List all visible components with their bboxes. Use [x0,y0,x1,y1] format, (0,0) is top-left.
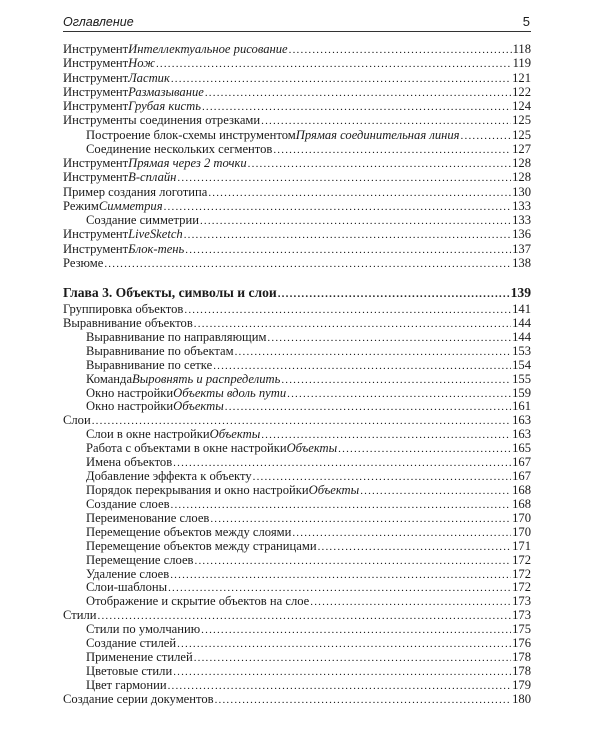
entry-title-italic: Объекты вдоль пути [173,385,287,400]
entry-page-number: 161 [512,399,531,414]
toc-entry [63,256,531,270]
dot-leader [184,304,511,318]
dot-leader [195,555,512,569]
entry-page-number: 141 [512,302,531,316]
dot-leader [225,401,511,415]
toc-entry [63,568,531,582]
entry-page-number: 130 [512,184,531,199]
entry-page-number: 153 [512,343,531,358]
page-header [63,14,531,32]
entry-page-number: 139 [510,285,531,300]
entry-title: Применение стилей [86,650,193,665]
entry-title-italic: Грубая кисть [128,99,201,114]
toc-entry [63,526,531,540]
toc-entry [63,512,531,526]
entry-title: Выравнивание по направляющим [86,329,267,344]
toc-entry [63,42,531,56]
toc-entry [63,185,531,199]
toc-entry [63,170,531,184]
toc-entry [63,414,531,428]
toc-entry [63,581,531,595]
entry-title: Перемещение объектов между страницами [86,538,317,553]
entry-page-number: 133 [512,213,531,228]
entry-title: Инструмент [63,170,129,185]
toc-entry [63,56,531,70]
entry-title: Выравнивание объектов [63,315,193,330]
entry-title-italic: Нож [128,56,155,71]
dot-leader [267,332,511,346]
page-number: 5 [522,14,530,29]
entry-title: Цветовые стили [86,663,173,678]
entry-title-italic: B-сплайн [128,170,177,185]
entry-title-italic: Объекты [286,441,338,456]
dot-leader [202,100,511,114]
dot-leader [170,569,511,583]
toc-entry [63,317,531,331]
dot-leader [261,114,511,128]
toc-entry [63,303,531,317]
entry-title: Создание слоев [86,496,170,511]
entry-title: Режим [63,198,99,213]
entry-page-number: 128 [512,156,531,171]
entry-title: Стили [63,608,97,623]
entry-title: Слои [63,413,91,428]
entry-page-number: 127 [512,141,531,156]
entry-title: Работа с объектами в окне настройки [86,441,287,456]
entry-title-italic: Симметрия [98,198,163,213]
entry-title-italic: LiveSketch [128,227,183,242]
entry-title: Перемещение слоев [86,552,194,567]
toc-entry [63,484,531,498]
entry-page-number: 170 [512,524,531,539]
entry-page-number: 180 [512,691,531,706]
entry-title-italic: Блок-тень [128,241,185,256]
dot-leader [194,652,511,666]
entry-page-number: 167 [512,469,531,484]
entry-title: Выравнивание по объектам [86,343,234,358]
dot-leader [281,374,511,388]
dot-leader [338,443,511,457]
entry-title: Инструмент [63,84,129,99]
entry-page-number: 167 [512,455,531,470]
entry-title-italic: Объекты [209,427,261,442]
entry-title: Инструмент [63,156,129,171]
entry-title: Удаление слоев [86,566,170,581]
entry-page-number: 122 [512,84,531,99]
entry-title-italic: Прямая через 2 точки [128,156,247,171]
toc-entry [63,373,531,387]
entry-title-italic: Ластик [128,70,170,85]
toc-section-chapter-2-end [63,42,531,270]
toc-entry [63,99,531,113]
entry-page-number: 124 [512,99,531,114]
dot-leader [173,666,511,680]
toc-entry [63,85,531,99]
entry-title: Слои-шаблоны [86,580,168,595]
dot-leader [273,143,511,157]
toc-entry [63,623,531,637]
entry-page-number: 171 [512,538,531,553]
toc-entry [63,242,531,256]
entry-page-number: 138 [512,255,531,270]
toc-entry [63,156,531,170]
dot-leader [200,214,511,228]
entry-title: Инструмент [63,227,129,242]
toc-entry [63,113,531,127]
dot-leader [205,86,511,100]
dot-leader [171,72,511,86]
toc-entry [63,400,531,414]
toc-chapter-heading [63,283,531,303]
entry-page-number: 170 [512,510,531,525]
entry-title: Инструмент [63,70,129,85]
entry-title: Резюме [63,255,104,270]
entry-page-number: 179 [512,677,531,692]
toc-entry [63,637,531,651]
entry-title: Команда [86,371,133,386]
toc-entry [63,554,531,568]
toc-entry [63,71,531,85]
entry-title: Переименование слоев [86,510,210,525]
entry-title: Добавление эффекта к объекту [86,469,252,484]
entry-title-italic: Объекты [308,482,360,497]
entry-page-number: 136 [512,227,531,242]
toc-entry [63,665,531,679]
running-title: Оглавление [63,15,134,29]
entry-page-number: 172 [512,566,531,581]
dot-leader [289,43,512,57]
toc-entry [63,693,531,707]
toc-entry [63,199,531,213]
entry-title: Слои в окне настройки [86,427,210,442]
entry-title: Построение блок-схемы инструментом [86,127,296,142]
toc-entry [63,498,531,512]
entry-page-number: 137 [512,241,531,256]
dot-leader [208,186,511,200]
toc-entry [63,651,531,665]
entry-title: Инструменты соединения отрезками [63,113,261,128]
entry-title-italic: Объекты [173,399,224,414]
entry-title: Стили по умолчанию [86,622,201,637]
entry-page-number: 155 [512,371,531,386]
dot-leader [318,541,512,555]
entry-page-number: 125 [512,127,531,142]
entry-page-number: 178 [512,663,531,678]
entry-page-number: 125 [512,113,531,128]
entry-page-number: 133 [512,198,531,213]
dot-leader [461,129,512,143]
entry-page-number: 168 [512,482,531,497]
entry-page-number: 118 [512,42,531,56]
entry-title: Цвет гармонии [86,677,167,692]
toc-entry [63,331,531,345]
dot-leader [215,694,512,708]
toc-entry [63,609,531,623]
entry-title: Пример создания логотипа [63,184,208,199]
dot-leader [168,680,512,694]
dot-leader [184,228,511,242]
dot-leader [164,200,512,214]
dot-leader [177,638,511,652]
toc-entry [63,213,531,227]
entry-page-number: 163 [512,427,531,442]
toc-section-chapter-3 [63,283,531,707]
entry-title: Инструмент [63,99,129,114]
entry-title: Создание серии документов [63,691,214,706]
toc-entry [63,142,531,156]
entry-title-italic: Выровнять и распределить [132,371,281,386]
entry-page-number: 178 [512,650,531,665]
entry-title: Порядок перекрывания и окно настройки [86,482,309,497]
toc-entry [63,359,531,373]
toc-entry [63,227,531,241]
toc-entry [63,540,531,554]
entry-title: Глава 3. Объекты, символы и слои [63,285,277,300]
entry-page-number: 144 [512,315,531,330]
entry-page-number: 172 [512,552,531,567]
toc-entry [63,470,531,484]
entry-page-number: 121 [512,70,531,85]
dot-leader [201,624,511,638]
entry-title: Выравнивание по сетке [86,357,213,372]
entry-page-number: 173 [512,594,531,609]
entry-page-number: 119 [512,56,531,71]
dot-leader [360,485,511,499]
entry-page-number: 154 [512,357,531,372]
entry-title: Соединение нескольких сегментов [86,141,273,156]
entry-page-number: 128 [512,170,531,185]
dot-leader [171,499,512,513]
entry-title: Отображение и скрытие объектов на слое [86,594,310,609]
dot-leader [278,284,510,304]
toc-entry [63,128,531,142]
dot-leader [177,171,511,185]
toc-entry [63,428,531,442]
entry-title: Создание симметрии [86,213,199,228]
dot-leader [235,346,512,360]
entry-page-number: 168 [512,496,531,511]
dot-leader [292,527,511,541]
toc-entry [63,456,531,470]
dot-leader [104,257,511,271]
entry-title: Окно настройки [86,385,174,400]
entry-title-italic: Прямая соединительная линия [295,127,460,142]
entry-page-number: 172 [512,580,531,595]
entry-title: Инструмент [63,56,129,71]
toc-entry [63,679,531,693]
entry-page-number: 176 [512,636,531,651]
entry-title: Инструмент [63,42,129,56]
entry-title-italic: Интеллектуальное рисование [128,42,288,56]
dot-leader [248,157,511,171]
entry-page-number: 159 [512,385,531,400]
dot-leader [287,388,511,402]
toc-entry [63,595,531,609]
entry-title-italic: Размазывание [128,84,204,99]
entry-title: Инструмент [63,241,129,256]
dot-leader [185,243,511,257]
toc-entry [63,387,531,401]
entry-title: Группировка объектов [63,302,184,316]
entry-page-number: 173 [512,608,531,623]
dot-leader [310,596,511,610]
toc-entry [63,442,531,456]
entry-page-number: 165 [512,441,531,456]
dot-leader [156,57,512,71]
entry-title: Перемещение объектов между слоями [86,524,292,539]
toc-entry [63,345,531,359]
entry-title: Создание стилей [86,636,177,651]
entry-title: Окно настройки [86,399,174,414]
entry-page-number: 163 [512,413,531,428]
entry-page-number: 144 [512,329,531,344]
entry-title: Имена объектов [86,455,173,470]
entry-page-number: 175 [512,622,531,637]
